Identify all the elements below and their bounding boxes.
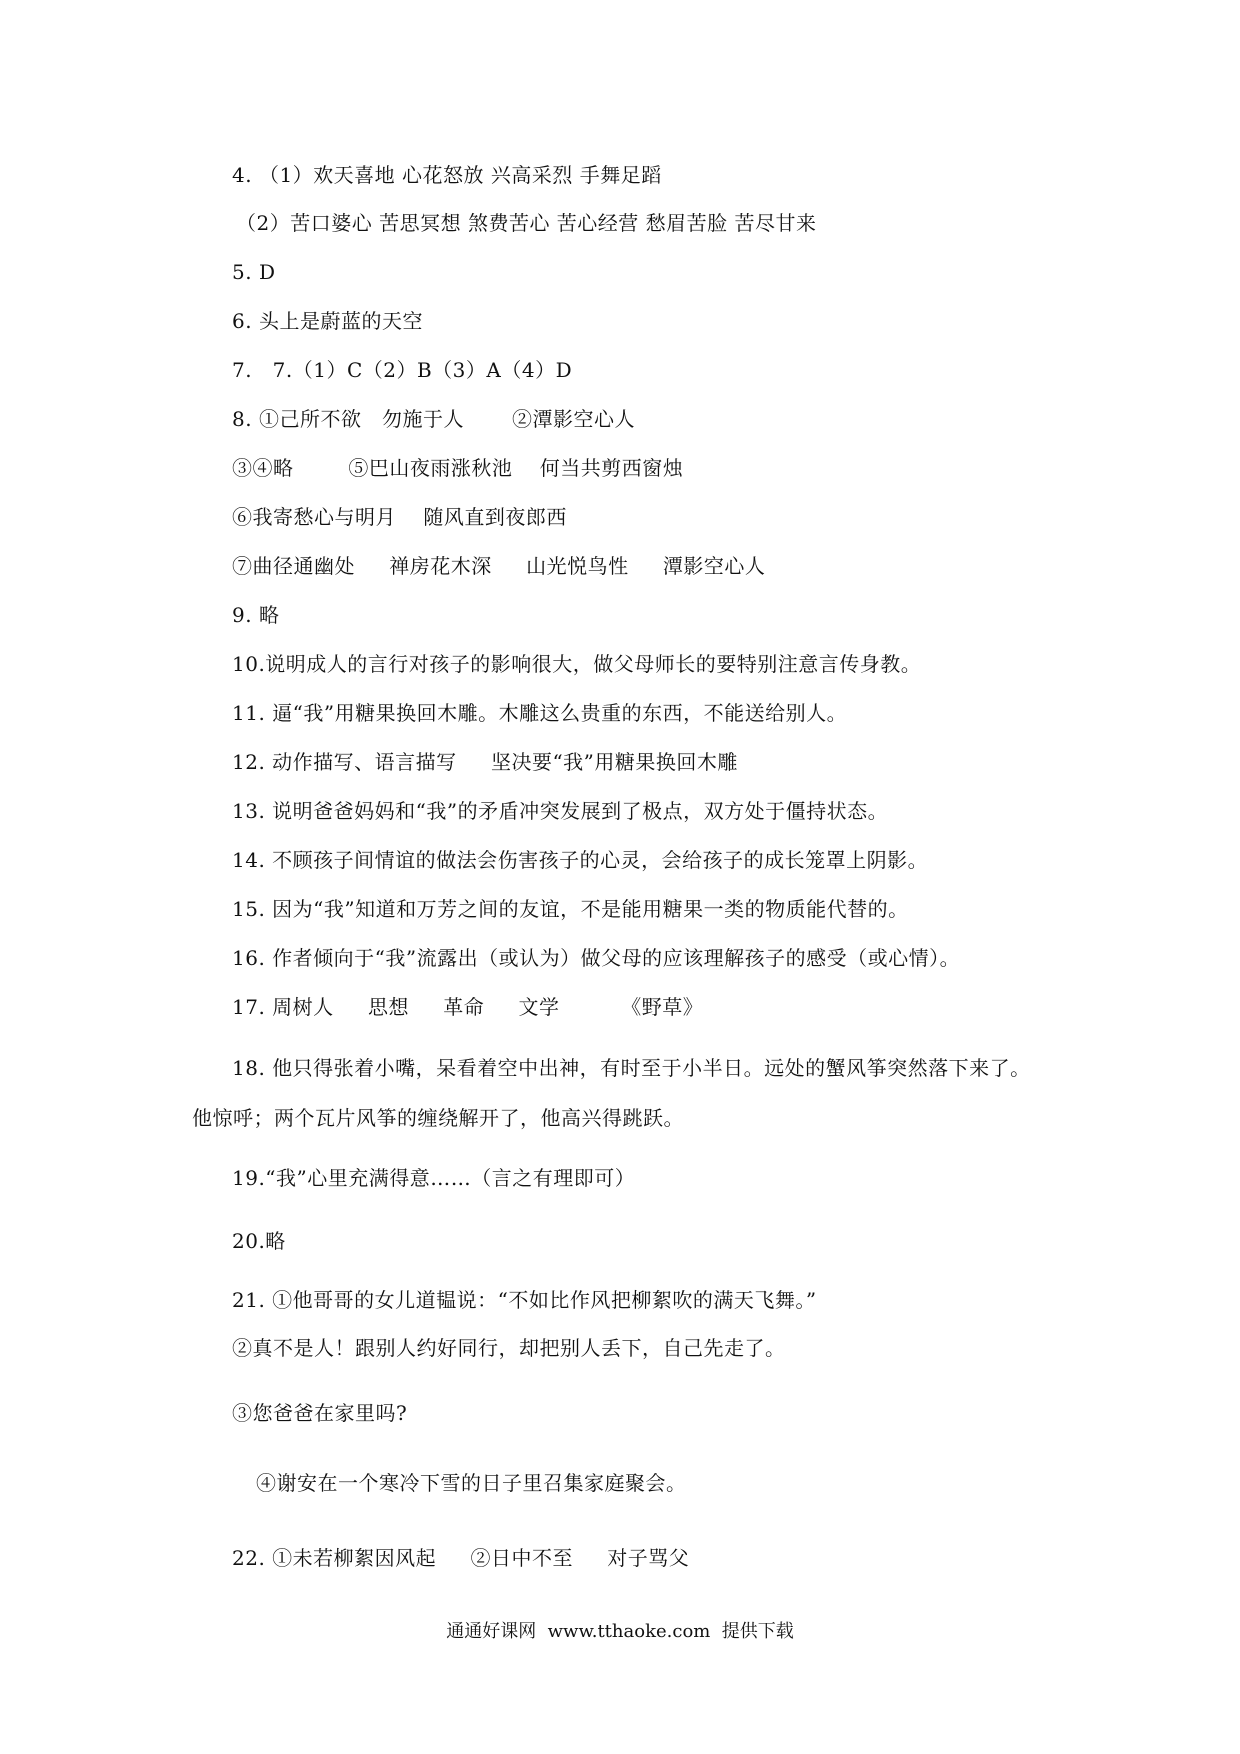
answer-line: 15. 因为“我”知道和万芳之间的友谊，不是能用糖果一类的物质能代替的。 (232, 897, 909, 921)
answer-line: 5. D (232, 260, 276, 284)
answer-line: 21. ①他哥哥的女儿道韫说：“不如比作风把柳絮吹的满天飞舞。” (232, 1288, 817, 1312)
answer-line: 10.说明成人的言行对孩子的影响很大，做父母师长的要特别注意言传身教。 (232, 652, 922, 676)
answer-line: （2）苦口婆心 苦思冥想 煞费苦心 苦心经营 愁眉苦脸 苦尽甘来 (236, 211, 817, 235)
answer-line: 19.“我”心里充满得意……（言之有理即可） (232, 1166, 636, 1190)
answer-line: 8. ①己所不欲 勿施于人 ②潭影空心人 (232, 407, 636, 431)
answer-line: 20.略 (232, 1229, 286, 1253)
answer-line: ④谢安在一个寒冷下雪的日子里召集家庭聚会。 (256, 1471, 687, 1495)
answer-line: 17. 周树人 思想 革命 文学 《野草》 (232, 995, 704, 1019)
answer-line: 22. ①未若柳絮因风起 ②日中不至 对子骂父 (232, 1546, 690, 1570)
page-footer: 通通好课网 www.tthaoke.com 提供下载 (446, 1621, 794, 1642)
answer-line: 12. 动作描写、语言描写 坚决要“我”用糖果换回木雕 (232, 750, 738, 774)
answer-line: 4. （1）欢天喜地 心花怒放 兴高采烈 手舞足蹈 (232, 163, 662, 187)
answer-line: ②真不是人！跟别人约好同行，却把别人丢下，自己先走了。 (232, 1336, 786, 1360)
answer-line: 13. 说明爸爸妈妈和“我”的矛盾冲突发展到了极点，双方处于僵持状态。 (232, 799, 889, 823)
answer-line: 9. 略 (232, 603, 280, 627)
answer-line: ③④略 ⑤巴山夜雨涨秋池 何当共剪西窗烛 (232, 456, 684, 480)
answer-line: 16. 作者倾向于“我”流露出（或认为）做父母的应该理解孩子的感受（或心情）。 (232, 946, 961, 970)
answer-line: ⑦曲径通幽处 禅房花木深 山光悦鸟性 潭影空心人 (232, 554, 766, 578)
answer-line: 14. 不顾孩子间情谊的做法会伤害孩子的心灵，会给孩子的成长笼罩上阴影。 (232, 848, 929, 872)
answer-line: ③您爸爸在家里吗? (232, 1401, 408, 1425)
answer-line: 7. 7.（1）C（2）B（3）A（4）D (232, 358, 573, 382)
answer-line: 6. 头上是蔚蓝的天空 (232, 309, 423, 333)
answer-line: 他惊呼；两个瓦片风筝的缠绕解开了，他高兴得跳跃。 (192, 1106, 684, 1130)
answer-line: 18. 他只得张着小嘴，呆看着空中出神，有时至于小半日。远处的蟹风筝突然落下来了。 (232, 1056, 1031, 1080)
answer-line: 11. 逼“我”用糖果换回木雕。木雕这么贵重的东西，不能送给别人。 (232, 701, 848, 725)
answer-line: ⑥我寄愁心与明月 随风直到夜郎西 (232, 505, 567, 529)
